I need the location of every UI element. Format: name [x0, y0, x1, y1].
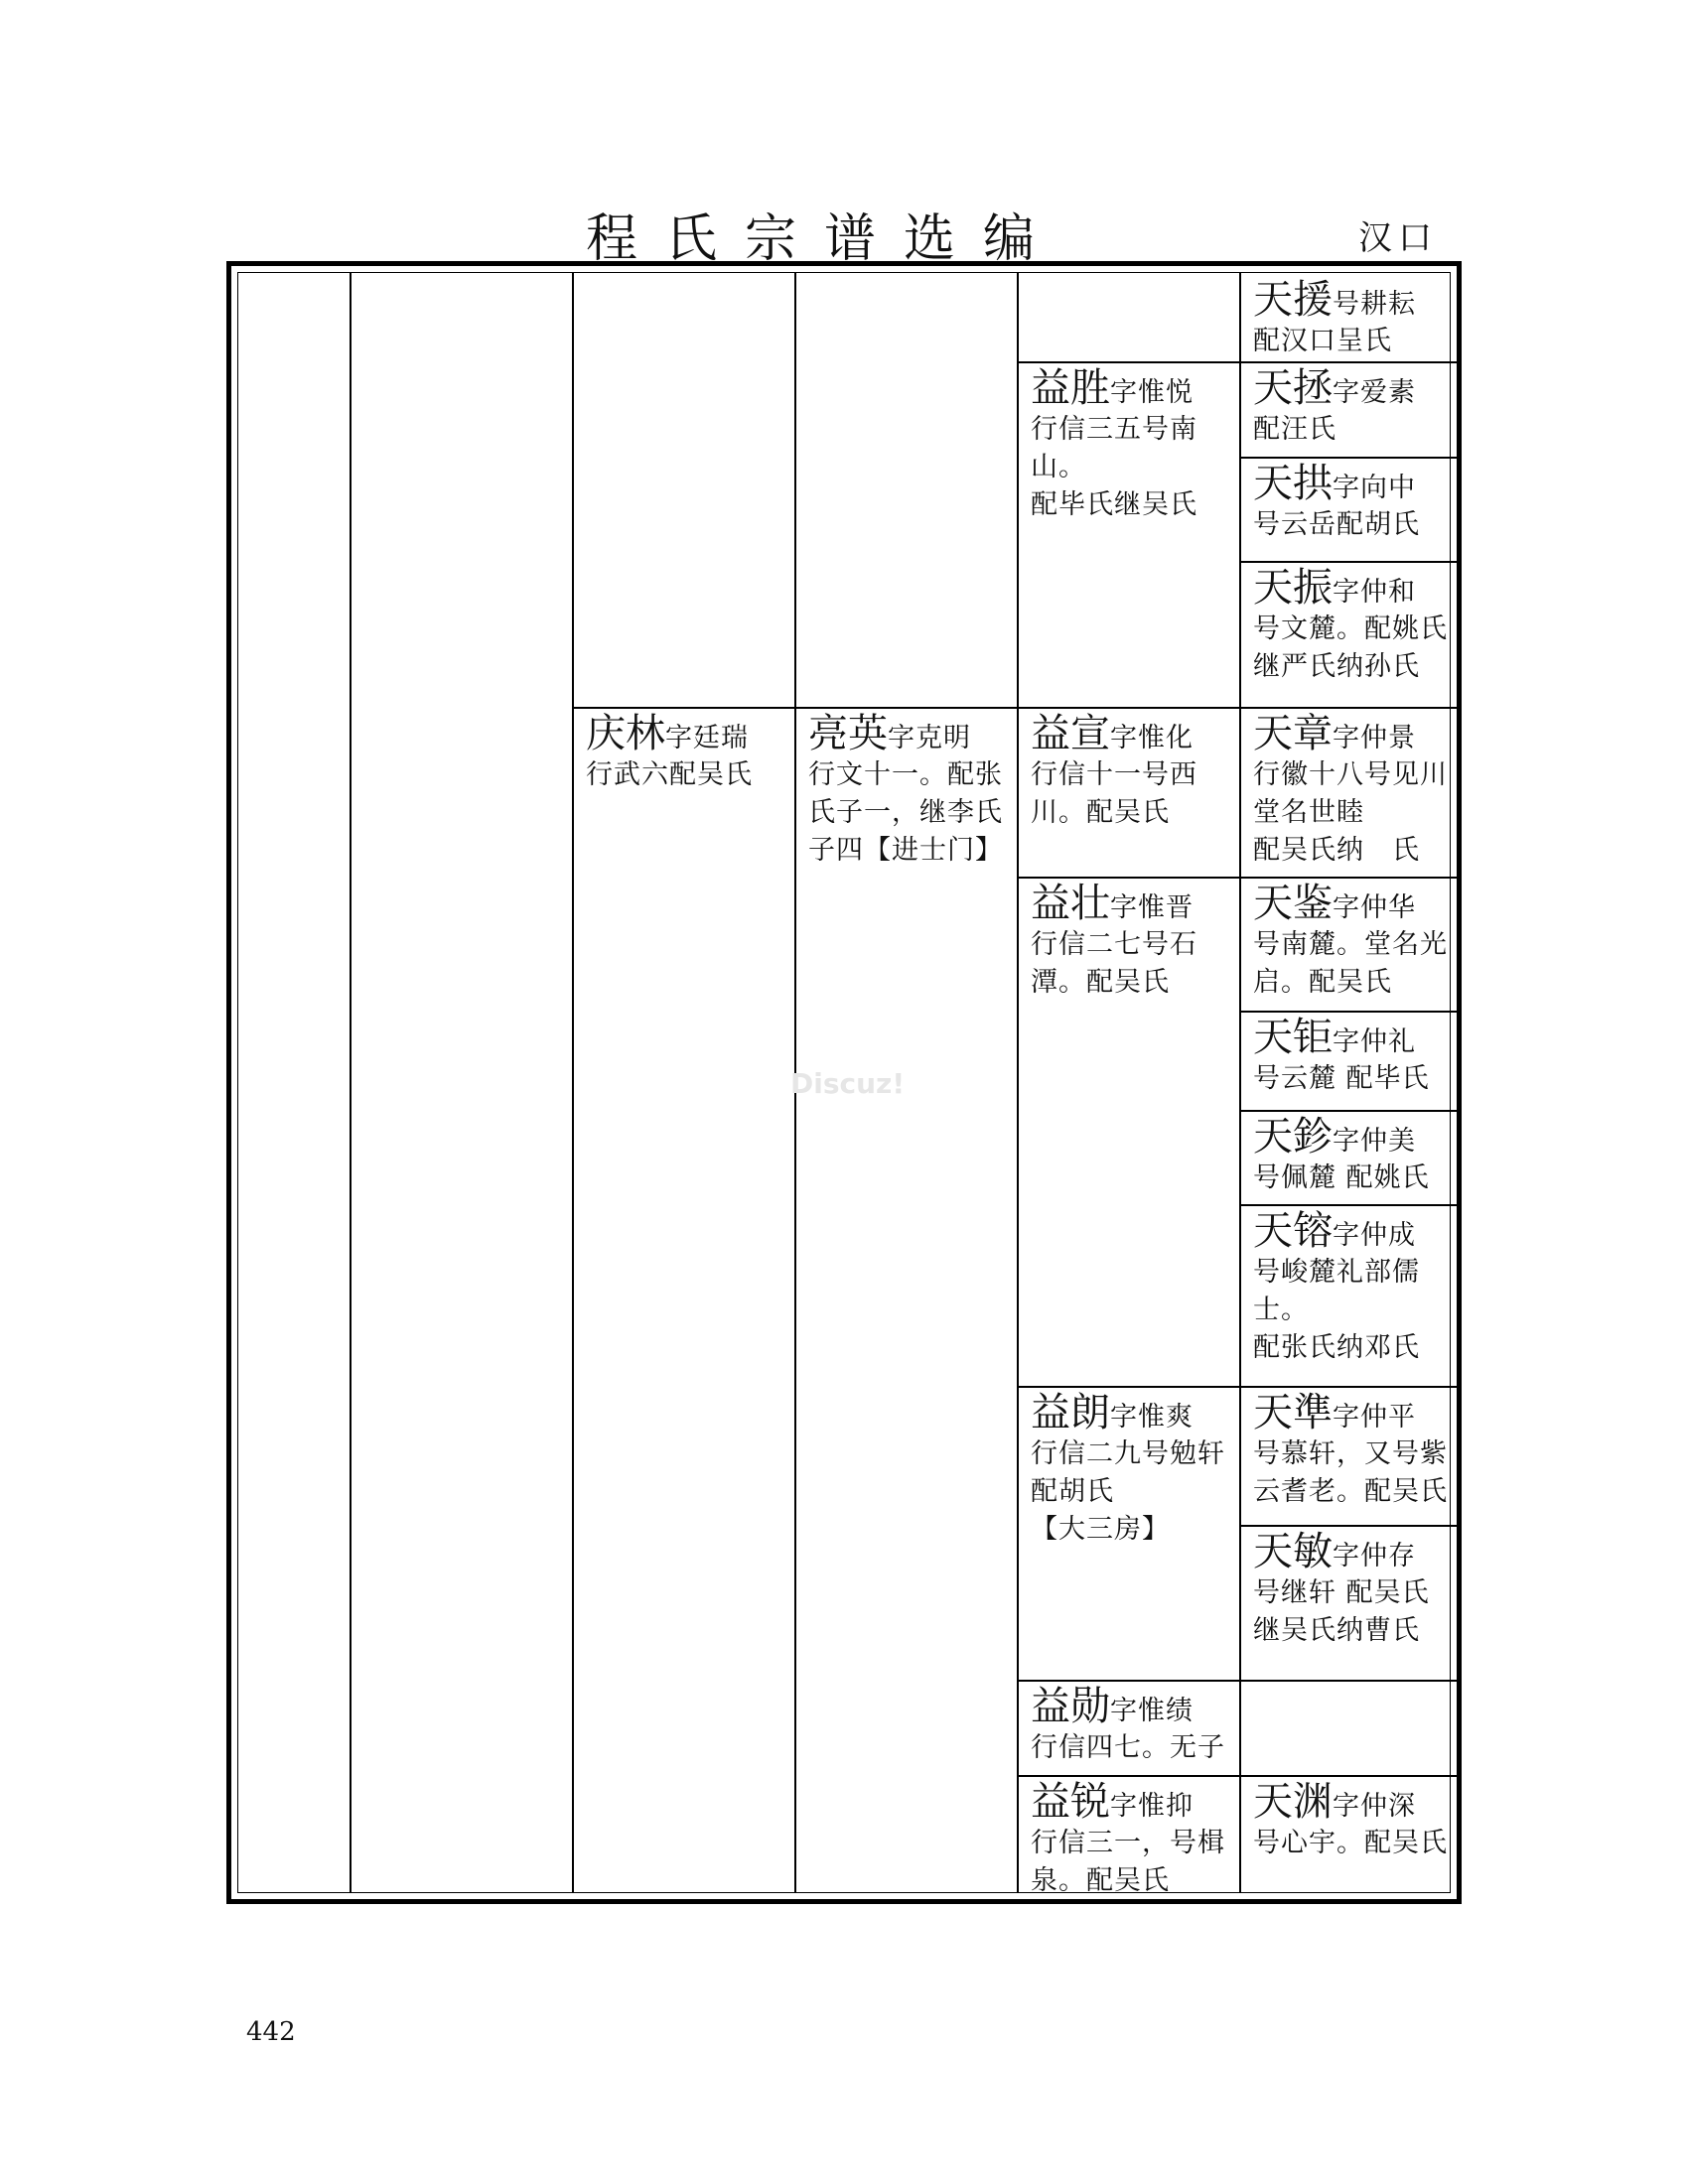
entry-courtesy-name: 字仲存	[1333, 1541, 1416, 1571]
entry-details: 行文十一。配张氏子一，继李氏子四【进士门】	[808, 759, 1003, 866]
page-title: 程氏宗谱选编	[586, 209, 1063, 269]
entry-courtesy-name: 字仲平	[1333, 1402, 1416, 1433]
entry-details: 号峻麓礼部儒士。	[1253, 1257, 1420, 1325]
entry-name: 庆林	[586, 711, 665, 756]
entry-branch: 【大三房】	[1031, 1514, 1170, 1545]
entry-name: 天準	[1253, 1390, 1333, 1435]
entry-spouse: 配吴氏纳 氏	[1253, 835, 1420, 866]
entry-name: 益胜	[1031, 365, 1110, 411]
entry-name: 益壮	[1031, 881, 1110, 926]
entry-name: 天章	[1253, 711, 1333, 756]
entry-tianyuan	[1239, 273, 1458, 361]
entry-courtesy-name: 字惟抑	[1110, 1791, 1194, 1822]
entry-tianjian	[1239, 877, 1458, 1011]
entry-courtesy-name: 字惟爽	[1110, 1402, 1194, 1433]
column-divider	[350, 273, 352, 1892]
entry-courtesy-name: 字仲成	[1333, 1220, 1416, 1251]
entry-tiangong	[1239, 457, 1458, 561]
entry-tianzhang	[1239, 707, 1458, 877]
entry-yixuan	[1017, 707, 1239, 877]
column-divider	[572, 273, 574, 1892]
entry-yirui	[1017, 1775, 1239, 1902]
watermark: Discuz!	[790, 1067, 906, 1100]
entry-details: 号继轩 配吴氏继吴氏纳曹氏	[1253, 1577, 1430, 1646]
entry-details: 行徽十八号见川堂名世睦	[1253, 759, 1448, 828]
entry-courtesy-name: 字仲美	[1333, 1126, 1416, 1157]
entry-name: 天鉁	[1253, 1114, 1333, 1160]
entry-name: 天镕	[1253, 1208, 1333, 1254]
entry-name: 天拱	[1253, 461, 1333, 506]
entry-yilang	[1017, 1386, 1239, 1680]
entry-courtesy-name: 字仲景	[1333, 723, 1416, 753]
entry-courtesy-name: 字仲礼	[1333, 1026, 1416, 1057]
entry-details: 号佩麓 配姚氏	[1253, 1162, 1430, 1193]
entry-courtesy-name: 字惟化	[1110, 723, 1194, 753]
entry-courtesy-name: 字廷瑞	[665, 723, 749, 753]
entry-yixun	[1017, 1680, 1239, 1775]
entry-qinglin	[572, 707, 794, 905]
entry-courtesy-name: 字克明	[888, 723, 971, 753]
entry-name: 益锐	[1031, 1779, 1110, 1825]
entry-name: 天拯	[1253, 365, 1333, 411]
entry-details: 号文麓。配姚氏继严氏纳孙氏	[1253, 614, 1448, 682]
entry-details: 行信三一，号楫泉。配吴氏	[1031, 1828, 1225, 1896]
entry-yizhuang	[1017, 877, 1239, 1386]
entry-tianzhen2	[1239, 1110, 1458, 1204]
entry-details: 行信四七。无子	[1031, 1732, 1225, 1763]
entry-details: 行信十一号西川。配吴氏	[1031, 759, 1197, 828]
entry-courtesy-name: 字仲和	[1333, 577, 1416, 608]
entry-details: 配汉口呈氏	[1253, 326, 1392, 356]
entry-details: 号云麓 配毕氏	[1253, 1063, 1430, 1094]
entry-details: 号慕轩，又号紫云耆老。配吴氏	[1253, 1438, 1448, 1507]
entry-courtesy-name: 字向中	[1333, 473, 1416, 503]
entry-courtesy-name: 字惟绩	[1110, 1696, 1194, 1726]
page-number: 442	[246, 2017, 296, 2047]
entry-name: 天援	[1253, 277, 1333, 323]
entry-details: 行信二九号勉轩配胡氏	[1031, 1438, 1225, 1507]
entry-tianzhun	[1239, 1386, 1458, 1525]
entry-spouse: 配毕氏继吴氏	[1031, 489, 1197, 520]
entry-courtesy-name: 字爱素	[1333, 377, 1416, 408]
entry-tianmin	[1239, 1525, 1458, 1680]
entry-name: 天渊	[1253, 1779, 1333, 1825]
entry-name: 益勋	[1031, 1684, 1110, 1729]
page-place-label: 汉口	[1358, 218, 1438, 258]
entry-yisheng	[1017, 361, 1239, 707]
entry-name: 天钜	[1253, 1015, 1333, 1060]
entry-tianyuan2	[1239, 1775, 1458, 1902]
entry-spouse: 配张氏纳邓氏	[1253, 1332, 1420, 1363]
entry-courtesy-name: 号耕耘	[1333, 289, 1416, 320]
entry-details: 配汪氏	[1253, 414, 1336, 445]
entry-details: 行信二七号石潭。配吴氏	[1031, 929, 1197, 998]
entry-tianrong	[1239, 1204, 1458, 1386]
entry-liangying	[794, 707, 1017, 905]
entry-details: 号云岳配胡氏	[1253, 509, 1420, 540]
entry-name: 亮英	[808, 711, 888, 756]
entry-courtesy-name: 字仲华	[1333, 892, 1416, 923]
entry-tianzhen	[1239, 561, 1458, 707]
entry-tianzheng	[1239, 361, 1458, 457]
entry-name: 益朗	[1031, 1390, 1110, 1435]
entry-details: 号心宇。配吴氏	[1253, 1828, 1448, 1858]
entry-details: 行信三五号南山。	[1031, 414, 1197, 482]
entry-name: 天鉴	[1253, 881, 1333, 926]
entry-details: 号南麓。堂名光启。配吴氏	[1253, 929, 1448, 998]
entry-courtesy-name: 字仲深	[1333, 1791, 1416, 1822]
entry-name: 天敏	[1253, 1529, 1333, 1574]
entry-name: 天振	[1253, 565, 1333, 611]
entry-name: 益宣	[1031, 711, 1110, 756]
entry-courtesy-name: 字惟晋	[1110, 892, 1194, 923]
entry-tianju	[1239, 1011, 1458, 1110]
entry-details: 行武六配吴氏	[586, 759, 753, 790]
entry-courtesy-name: 字惟悦	[1110, 377, 1194, 408]
